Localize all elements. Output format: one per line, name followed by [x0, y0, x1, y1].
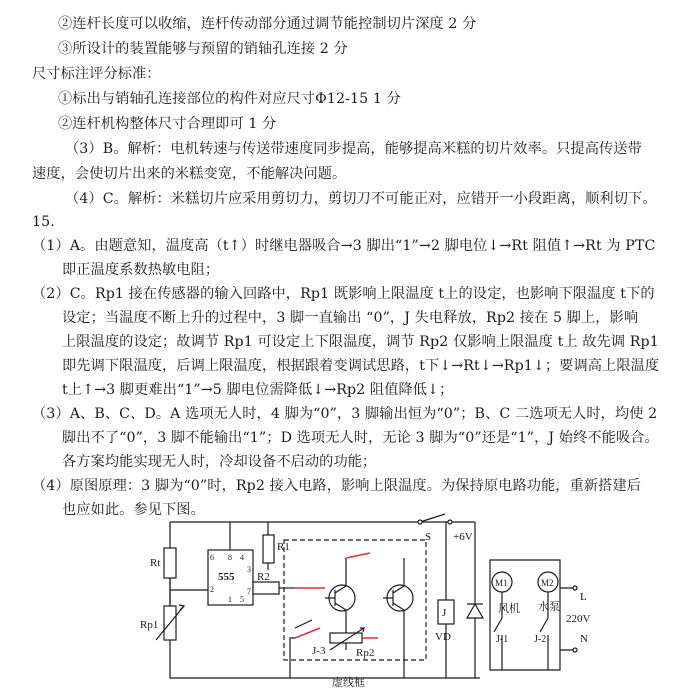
q15-2-line-1: （2）C。Rp1 接在传感器的输入回路中，Rp1 既影响上限温度 t上的设定，也影响下限温度 t下的 — [32, 286, 655, 302]
j2-label: J-2 — [534, 634, 547, 645]
rt-label: Rt — [150, 557, 161, 569]
ic-pin-4: 4 — [240, 553, 244, 562]
dimension-criterion-2: ②连杆机构整体尺寸合理即可 1 分 — [58, 116, 277, 132]
dashed-box-label: 虚线框 — [332, 677, 365, 689]
q15-2-line-5: t上↑→3 脚更难出“1”→5 脚电位需降低↓→Rp2 阻值降低↓； — [62, 382, 454, 398]
q15-3-line-3: 各方案均能实现无人时，冷却设备不启动的功能； — [62, 454, 377, 470]
ic-pin-7: 7 — [247, 587, 251, 596]
diode-label: VD — [435, 631, 451, 643]
ic-pin-8: 8 — [228, 553, 232, 562]
rp1-label: Rp1 — [140, 619, 159, 631]
l-label: L — [580, 591, 587, 603]
dimension-standard-heading: 尺寸标注评分标准： — [32, 66, 161, 82]
criterion-2: ②连杆长度可以收缩，连杆传动部分通过调节能控制切片深度 2 分 — [58, 16, 477, 32]
q15-3-line-1: （3）A、B、C、D。A 选项无人时，4 脚为“0”，3 脚输出恒为“0”；B、C 二选项无人时，均使 2 — [32, 406, 658, 422]
ic-pin-5: 5 — [240, 595, 244, 604]
q15-3-line-2: 脚出不了“0”，3 脚不能输出“1”；D 选项无人时，无论 3 脚为“0”还是“1”，J 始终不能吸合。 — [62, 430, 659, 446]
ic-pin-3: 3 — [247, 565, 251, 574]
q15-4-line-2: 也应如此。参见下图。 — [62, 502, 205, 518]
ic-pin-1: 1 — [228, 595, 232, 604]
j3-label: J-3 — [312, 645, 326, 657]
q15-4-line-1: （4）原图原理：3 脚为“0”时，Rp2 接入电路，影响上限温度。为保持原电路功能，重新搭建后 — [32, 478, 642, 494]
n-label: N — [580, 633, 588, 645]
answer-4: （4）C。解析：米糕切片应采用剪切力，剪切刀不可能正对，应错开一小段距离，顺利切下。 — [65, 191, 657, 207]
q15-1-line-1: （1）A。由题意知，温度高（t↑）时继电器吸合→3 脚出“1”→2 脚电位↓→Rt 阻值↑→Rt 为 PTC — [32, 238, 656, 254]
m1-label: M1 — [495, 578, 508, 588]
j1-label: J-1 — [496, 634, 509, 645]
dimension-criterion-1: ①标出与销轴孔连接部位的构件对应尺寸Φ12-15 1 分 — [58, 91, 401, 107]
fan-label: 风机 — [498, 603, 520, 615]
switch-label: S — [425, 531, 432, 543]
circuit-diagram — [120, 510, 620, 695]
q15-1-line-2: 即正温度系数热敏电阻； — [62, 262, 220, 278]
q15-2-line-2: 设定；当温度不断上升的过程中，3 脚一直输出 “0”，J 失电释放，Rp2 接在 5 脚上，影响 — [62, 310, 639, 326]
rp2-label: Rp2 — [356, 647, 375, 659]
ic-555-label: 555 — [218, 571, 235, 583]
r1-label: R1 — [277, 541, 290, 553]
q15-2-line-3: 上限温度的设定；故调节 Rp1 可设定上下限温度，调节 Rp2 仅影响上限温度 t上 故先调 Rp1 — [62, 334, 659, 350]
criterion-3: ③所设计的装置能够与预留的销轴孔连接 2 分 — [58, 41, 348, 57]
supply-label: +6V — [453, 531, 473, 543]
q15-2-line-4: 即先调下限温度，后调上限温度，根据跟着变调试思路，t下↓→Rt↓→Rp1↓；要调高上限温度 — [62, 358, 660, 374]
answer-3-line-2: 速度，会使切片出来的米糕变宽，不能解决问题。 — [32, 166, 347, 182]
answer-3-line-1: （3）B。解析：电机转速与传送带速度同步提高，能够提高米糕的切片效率。只提高传送带 — [65, 141, 642, 157]
voltage-label: 220V — [566, 613, 591, 625]
r2-label: R2 — [257, 571, 270, 583]
ic-pin-2: 2 — [210, 585, 214, 594]
pump-label: 水泵 — [538, 601, 560, 613]
relay-label: J — [442, 607, 447, 619]
ic-pin-6: 6 — [210, 553, 214, 562]
m2-label: M2 — [541, 578, 554, 588]
question-number-15: 15. — [32, 214, 55, 230]
